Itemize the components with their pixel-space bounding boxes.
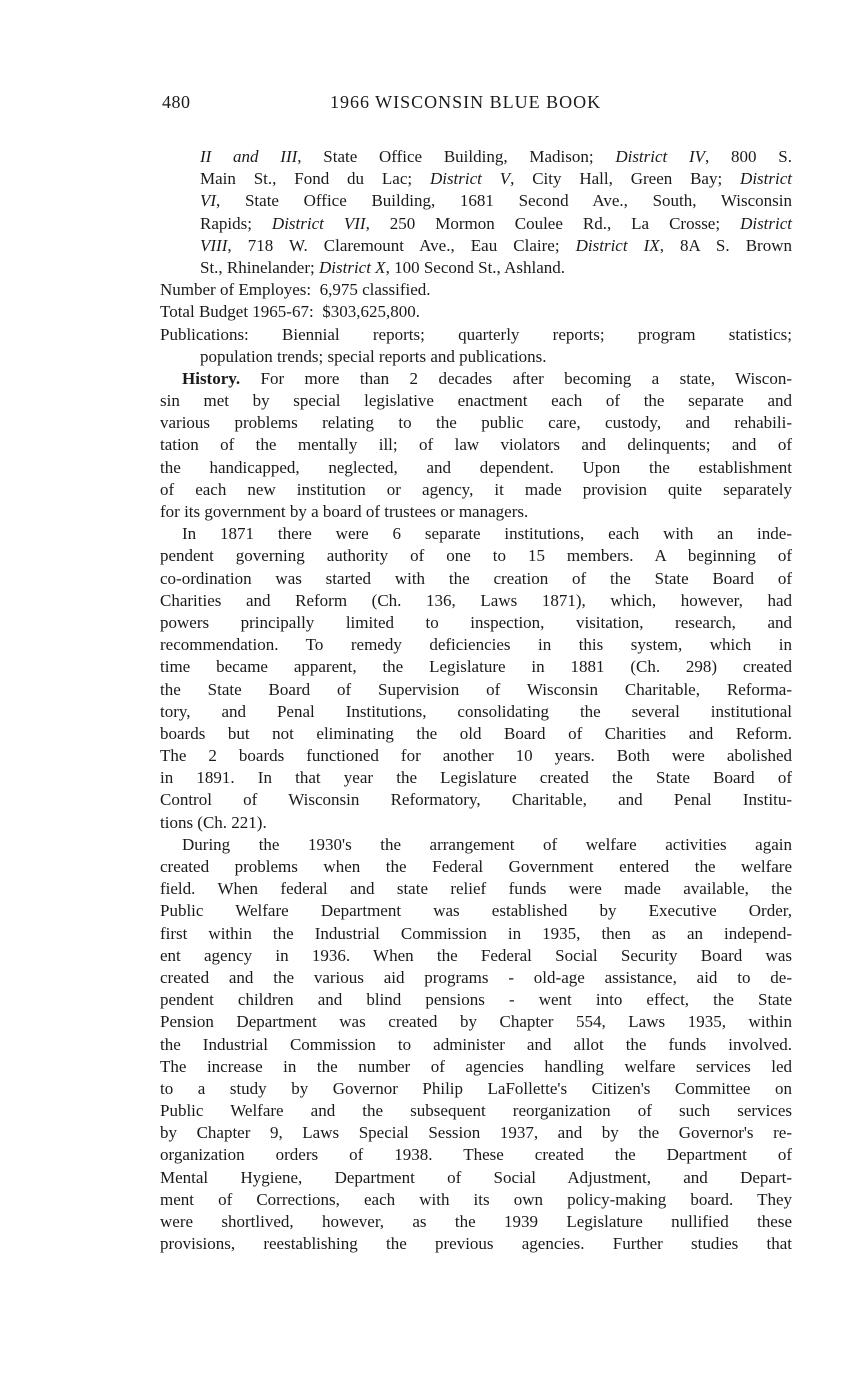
offices-line: Rapids; District VII, 250 Mormon Coulee Rd., La Crosse; District [200,213,793,233]
offices-line: St., Rhinelander; District X, 100 Second St., Ashland. [200,257,566,277]
history-line: the handicapped, neglected, and dependent. Upon the establishment [160,457,792,477]
history-line: were shortlived, however, as the 1939 Legislature nullified these [160,1212,792,1231]
history-line: first within the Industrial Commission in 1935, then as an independ- [160,923,792,943]
offices-line: II and III, State Office Building, Madison; District IV, 800 S. [200,147,792,166]
history-line: sin met by special legislative enactment each of the separate and [160,391,792,411]
history-line: tory, and Penal Institutions, consolidating the several institutional [160,701,792,721]
history-line: organization orders of 1938. These created the Department of [160,1145,792,1165]
history-line: time became apparent, the Legislature in 1881 (Ch. 298) created [160,657,792,677]
offices-line: Main St., Fond du Lac; District V, City Hall, Green Bay; District [200,169,792,189]
budget-label: Total Budget 1965-67: [160,302,314,322]
history-line: created and the various aid programs - old-age assistance, aid to de- [160,967,792,987]
history-line: Charities and Reform (Ch. 136, Laws 1871), which, however, had [160,590,792,610]
history-line: tation of the mentally ill; of law violators and delinquents; and of [160,435,792,455]
offices-line: VIII, 718 W. Claremount Ave., Eau Claire; District IX, 8A S. Brown [200,235,792,255]
history-line: of each new institution or agency, it made provision quite separately [160,479,792,499]
offices-line: VI, State Office Building, 1681 Second Ave., South, Wisconsin [200,191,792,211]
history-line: Pension Department was created by Chapter 554, Laws 1935, within [160,1012,792,1032]
history-line: provisions, reestablishing the previous agencies. Further studies that [160,1234,792,1254]
employees-line [160,279,792,301]
history-line: by Chapter 9, Laws Special Session 1937, and by the Governor's re- [160,1123,792,1143]
history-line: History. For more than 2 decades after becoming a state, Wiscon- [182,368,792,388]
page-number: 480 [162,92,191,112]
employees-value: 6,975 classified. [319,280,431,300]
history-line: created problems when the Federal Government entered the welfare [160,857,792,876]
running-title: 1966 WISCONSIN BLUE BOOK [330,92,602,112]
history-line: various problems relating to the public care, custody, and rehabili- [160,413,792,433]
history-line: ment of Corrections, each with its own policy-making board. They [160,1189,792,1209]
history-line: in 1891. In that year the Legislature created the State Board of [160,768,792,788]
history-line: to a study by Governor Philip LaFollette's Citizen's Committee on [160,1078,792,1098]
history-line: for its government by a board of trustees or managers. [160,502,529,521]
publications-line: population trends; special reports and publications. [200,346,547,366]
page-header [162,92,802,116]
history-line: the Industrial Commission to administer and allot the funds involved. [160,1034,792,1054]
body-text [160,146,792,1255]
history-line: pendent children and blind pensions - went into effect, the State [160,990,792,1010]
history-line: Control of Wisconsin Reformatory, Charitable, and Penal Institu- [160,790,792,810]
history-line: The 2 boards functioned for another 10 years. Both were abolished [160,746,792,766]
history-line: co-ordination was started with the creation of the State Board of [160,568,792,588]
history-line: During the 1930's the arrangement of welfare activities again [182,834,792,854]
history-line: recommendation. To remedy deficiencies in this system, which in [160,635,792,655]
history-line: the State Board of Supervision of Wisconsin Charitable, Reforma- [160,679,792,699]
history-line: field. When federal and state relief funds were made available, the [160,879,792,899]
history-heading: History. [182,368,241,388]
history-line: boards but not eliminating the old Board of Charities and Reform. [160,723,792,743]
budget-value: $303,625,800. [322,302,420,322]
publications-line: Publications: Biennial reports; quarterly reports; program statistics; [160,324,792,344]
budget-line [160,301,792,323]
history-line: pendent governing authority of one to 15 members. A beginning of [160,546,792,566]
history-line: tions (Ch. 221). [160,812,267,832]
history-line: In 1871 there were 6 separate institutions, each with an inde- [182,524,792,544]
history-line: ent agency in 1936. When the Federal Social Security Board was [160,945,792,965]
employees-label: Number of Employes: [160,280,312,300]
history-line: Public Welfare and the subsequent reorganization of such services [160,1101,792,1121]
history-line: The increase in the number of agencies handling welfare services led [160,1056,792,1076]
history-line: Mental Hygiene, Department of Social Adjustment, and Depart- [160,1167,792,1187]
history-line: powers principally limited to inspection, visitation, research, and [160,612,792,632]
history-line: Public Welfare Department was established by Executive Order, [160,901,792,921]
